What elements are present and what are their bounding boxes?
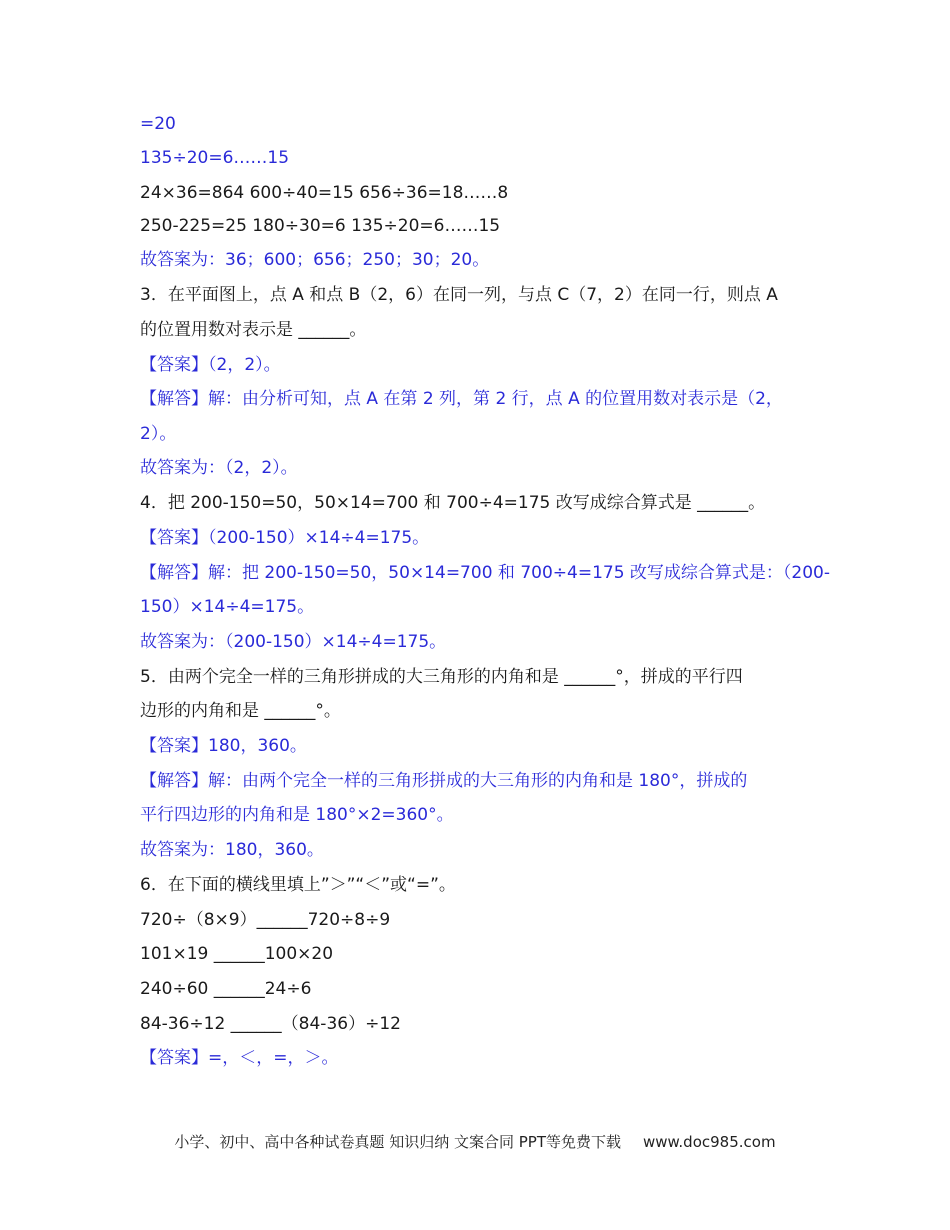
text-line: 故答案为：36；600；656；250；30；20。 [140, 250, 490, 270]
text-line: 101×19 ______100×20 [140, 944, 334, 964]
question-6: 6．在下面的横线里填上”＞”“＜”或“=”。 [140, 875, 456, 895]
solution-4: 【解答】解：把 200-150=50，50×14=700 和 700÷4=175 改写成综合算式是：（200- [140, 563, 831, 583]
text-line: 250-225=25 180÷30=6 135÷20=6……15 [140, 216, 501, 236]
answer-5: 【答案】180，360。 [140, 736, 307, 756]
text-line: 2）。 [140, 424, 177, 444]
text-line: 平行四边形的内角和是 180°×2=360°。 [140, 805, 454, 825]
answer-3: 【答案】（2，2）。 [140, 355, 281, 375]
text-line: 150）×14÷4=175。 [140, 597, 315, 617]
text-line: 720÷（8×9）______720÷8÷9 [140, 910, 391, 930]
text-line: 135÷20=6……15 [140, 148, 290, 168]
text-line: 的位置用数对表示是 ______。 [140, 320, 367, 340]
question-4: 4．把 200-150=50，50×14=700 和 700÷4=175 改写成综合算式是 ______。 [140, 493, 766, 513]
text-line: 边形的内角和是 ______°。 [140, 701, 341, 721]
solution-3: 【解答】解：由分析可知，点 A 在第 2 列，第 2 行，点 A 的位置用数对表示是（2， [140, 389, 783, 409]
text-line: 84-36÷12 ______（84-36）÷12 [140, 1014, 401, 1034]
question-5: 5．由两个完全一样的三角形拼成的大三角形的内角和是 ______°，拼成的平行四 [140, 667, 743, 687]
answer-4: 【答案】（200-150）×14÷4=175。 [140, 528, 430, 548]
text-line: 240÷60 ______24÷6 [140, 979, 312, 999]
text-line: 故答案为：（200-150）×14÷4=175。 [140, 632, 447, 652]
question-3: 3．在平面图上，点 A 和点 B（2，6）在同一列，与点 C（7，2）在同一行，则点 A [140, 285, 778, 305]
solution-5: 【解答】解：由两个完全一样的三角形拼成的大三角形的内角和是 180°，拼成的 [140, 771, 748, 791]
text-line: 故答案为：180，360。 [140, 840, 324, 860]
text-line: 故答案为：（2，2）。 [140, 458, 298, 478]
text-line: =20 [140, 114, 176, 134]
answer-6: 【答案】=，＜，=，＞。 [140, 1048, 339, 1068]
footer-text: 小学、初中、高中各种试卷真题 知识归纳 文案合同 PPT等免费下载 [174, 1133, 621, 1151]
text-line: 24×36=864 600÷40=15 656÷36=18……8 [140, 183, 509, 203]
footer-site: www.doc985.com [642, 1133, 776, 1151]
page-footer [0, 1131, 950, 1152]
